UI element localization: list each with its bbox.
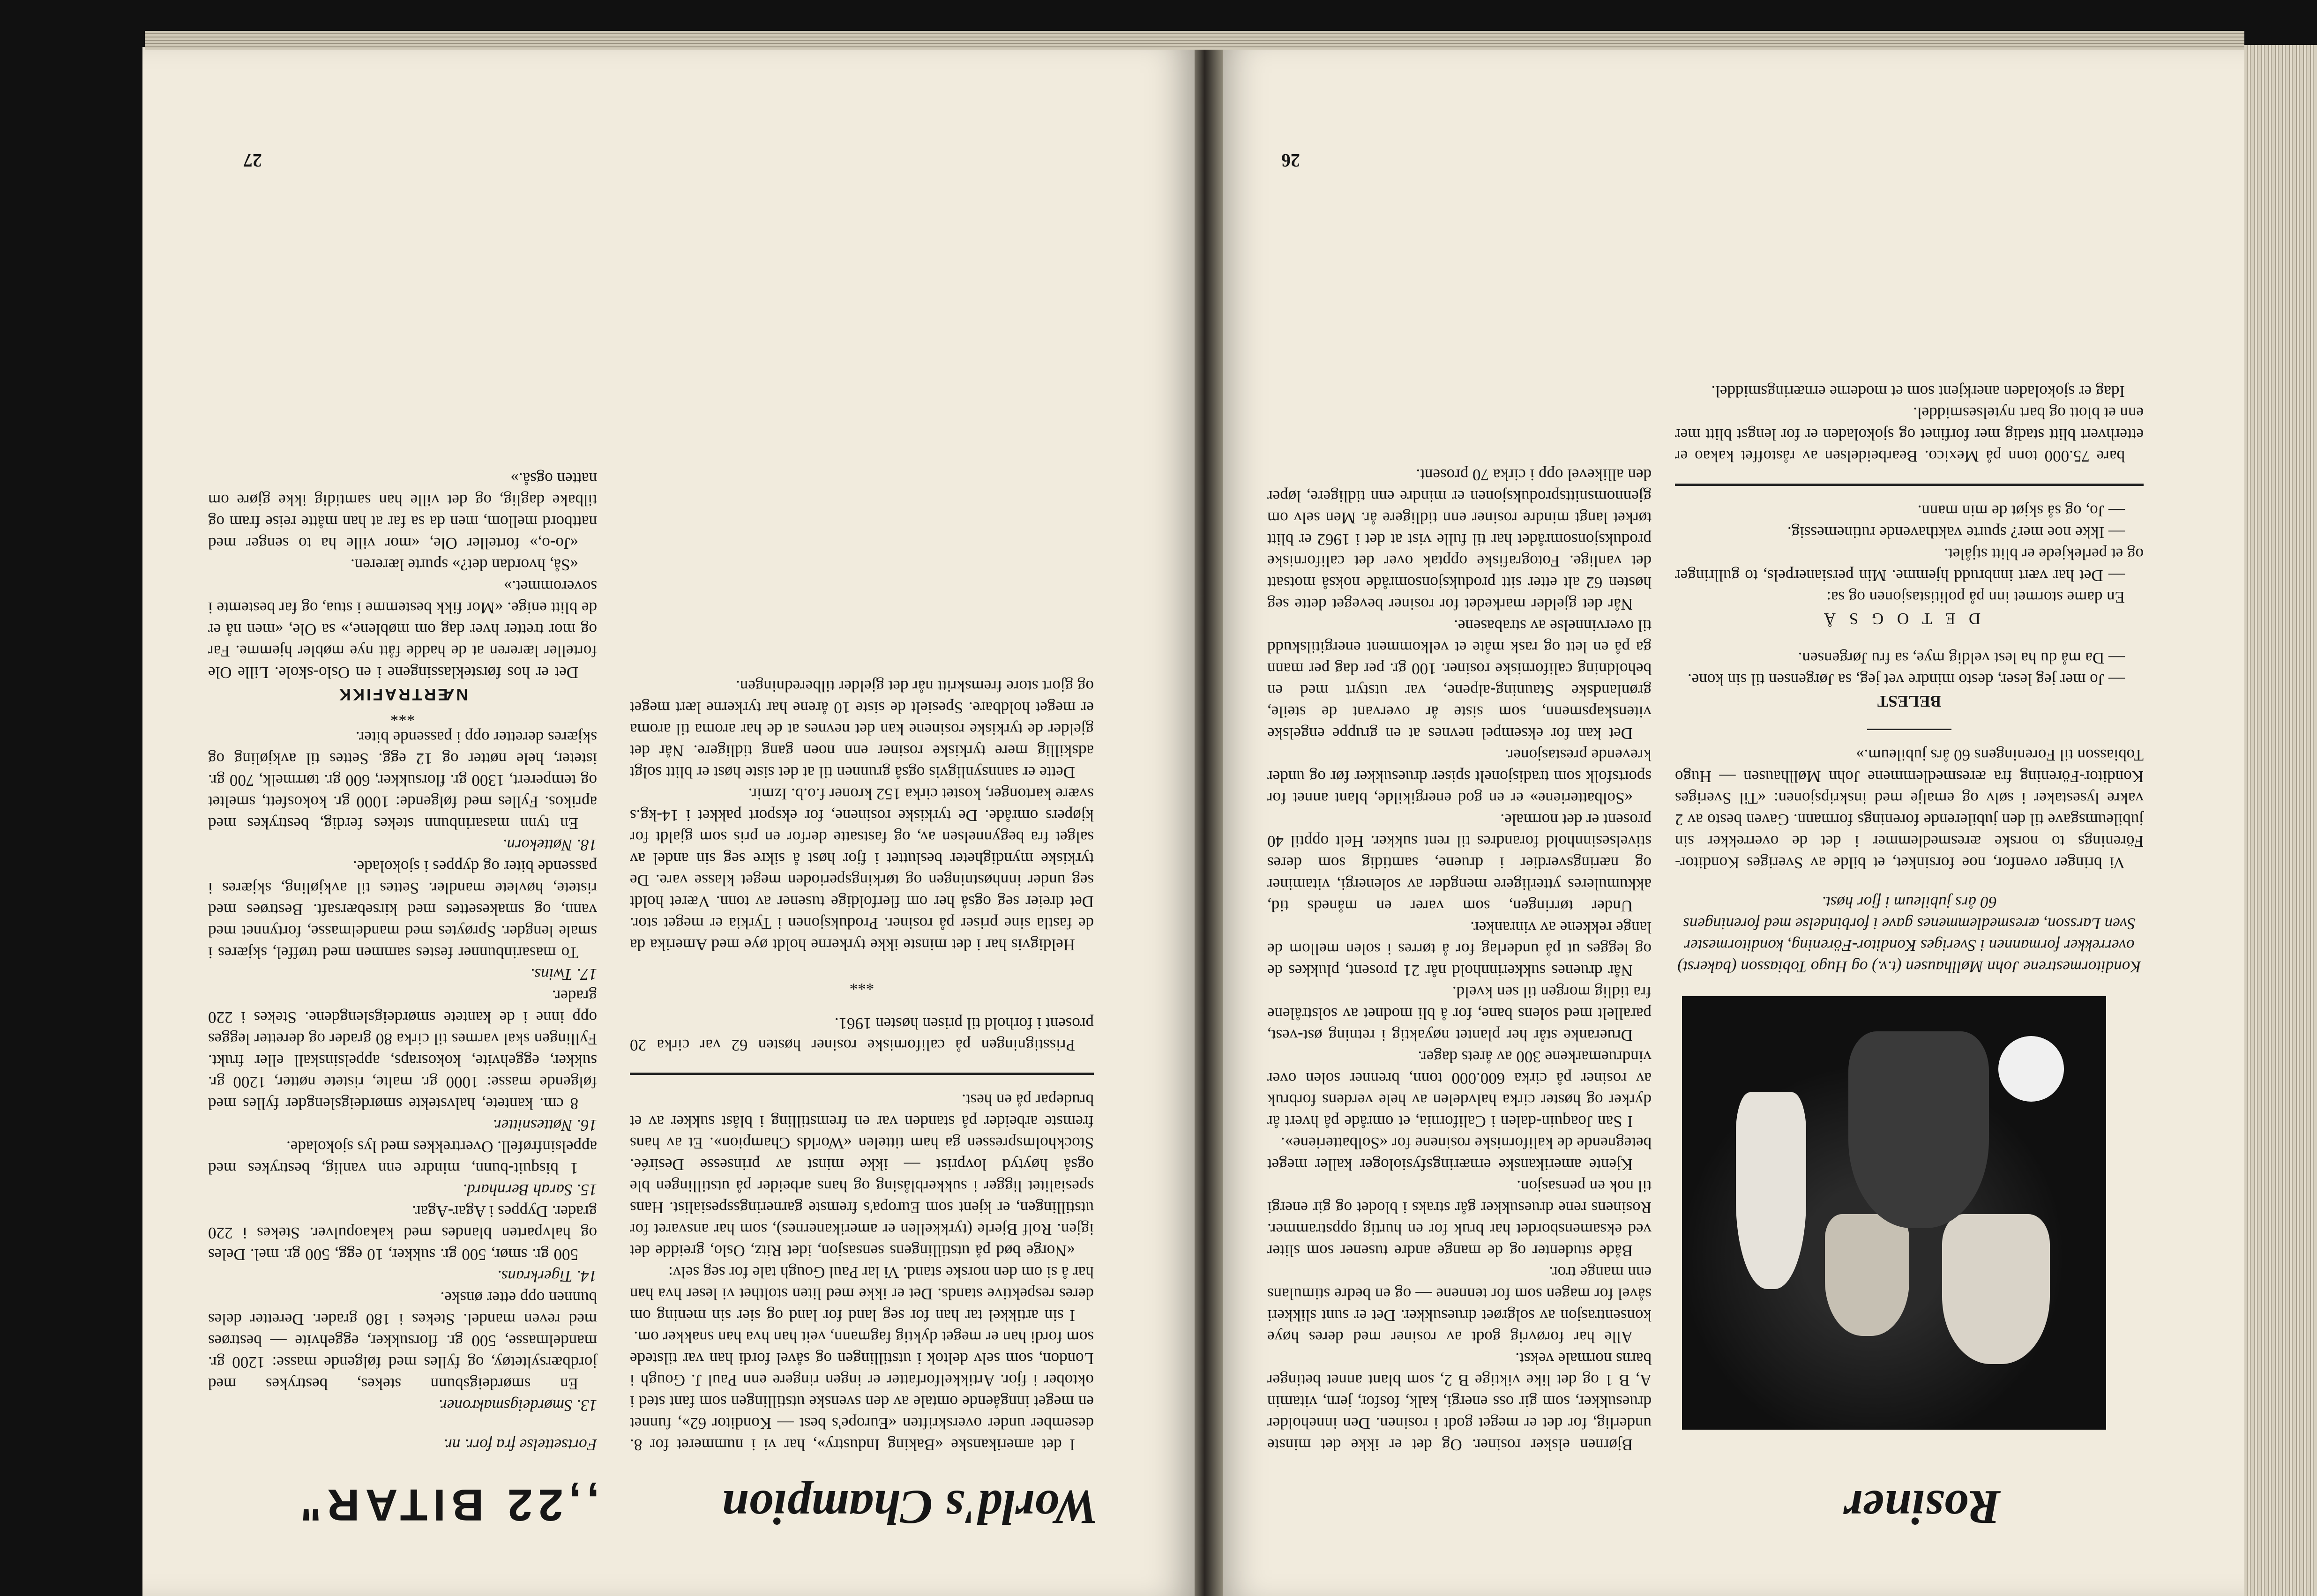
article-paragraph: Prisstigningen på californiske rosiner høsten 62 var cirka 20 prosent i forhold til prisen høsten 1961. (630, 1014, 1094, 1054)
anecdote-heading: NÆRTRAFIKK (337, 685, 468, 703)
article-paragraph: I San Joaquin-dalen i California, et område på hvert år dyrker og høster cirka halvdelen av hele verdens forbruk av rosiner på cirka 600.000 tonn, brenner solen over vindruemarkene 300 av årets dager. (1267, 1048, 1652, 1131)
section-separator: *** (849, 975, 874, 993)
continued-text: bare 75.000 tonn på Mexico. Bearbeidelsen av råstoffet kakao er etterhvert blitt stadig mer forfinet og sjokoladen er for lengst blitt mer enn et blott og bart nytelsesmiddel. (1675, 404, 2144, 465)
recipe-title: 17. Twins. (530, 965, 597, 984)
recipes-column (208, 468, 597, 1455)
page-27 (142, 47, 1195, 1596)
recipe-title: 16. Nøttesnitter. (493, 1116, 597, 1134)
anecdote-line: — Jo mer jeg leser, desto mindre vet jeg, sa Jørgensen til sin kone. (1687, 671, 2125, 689)
recipe-text: 1 bisquit-bunn, mindre enn vanlig, bestrykes med appelsinfrøfell. Overtrekkes med lys sjokolade. (208, 1138, 597, 1178)
champion-article (630, 675, 1094, 1455)
article-paragraph: Både studenter og de mange andre tusener som sliter ved eksamensbordet har bruk for en hurtig oppstrammer. Rosinens rene druesukker går straks i blodet og gir energi til nok en pensasjon. (1267, 1177, 1652, 1260)
recipe-text: 8 cm. kantete, halvstekte smørdeigslengder fylles med følgende masse: 1000 gr. malte, ristete nøtter, 1200 gr. sukker, eggehvite, kokosraps, appelsinskall eller frukt. Fyllingen skal varmes til cirka 80 grader og deretter legges opp inne i de kantete smørdeigslengdene. Stekes i 220 grader. (208, 987, 597, 1113)
article-paragraph: I det amerikanske «Baking Industry», har vi i nummeret for 8. desember under overskriften «Europe's best — Konditor 62», funnet en meget inngående omtale av den svenske utstillingen som fant sted i oktober i fjor. Artikkelforfatter er ingen ringere enn Paul J. Gough i London, som selv deltok i utstillingen og såvel fordi han var tilstede som fordi han er meget dyktig fagmann, veit han hva han snakker om. (630, 1328, 1094, 1454)
article-paragraph: Det kan for eksempel nevnes at en gruppe engelske vitenskapsmenn, som siste år overvant de steile, grønlandske Stauning-alpene, var utstyrt med en beholdning californiske rosiner. 100 gr. per dag per mann ga på en lett og rask måte et velkomment energitilskudd til overvinnelse av strabasene. (1267, 617, 1652, 743)
photo-caption-block (1675, 380, 2144, 977)
anecdote-line: — Da må du ha lest veldig mye, sa fru Jørgensen. (1798, 649, 2125, 667)
divider (1675, 484, 2144, 486)
article-paragraph: «Norge bød på utstillingens sensasjon, idet Ritz, Oslo, greidde det igjen. Rolf Bjerle (tyrkkellen er amerikanernes), som har ansvaret for utstillingen, er kjent som Europa's fremste garneringsspesialist. Hans spesialitet ligger i sukkerblåsing og hans arbeider på utstillingen ble også høytyd lovprist — ikke minst av prinsesse Desirée. Stockholmspressen ga ham tittelen «Worlds Champion». Et av hans fremste arbeider på standen var en fremstilling i blåst sukker av et brudepar på en hest. (630, 1091, 1094, 1260)
section-separator: *** (390, 707, 415, 725)
article-paragraph: Når det gjelder markedet for rosiner beveget dette seg høsten 62 alt etter sitt produksjonsområde nokså motsatt det vanlige. Fotografiske opptak over det californiske produksjonsområdet har til fulle vist at det i 1962 er blitt tørket langt mindre rosiner enn tidligere år. Men selv om gjennomsnittsproduksjonen er mindre enn tidligere, løper den allikevel opp i cirka 70 prosent. (1267, 466, 1652, 613)
page-26 (1218, 47, 2244, 1596)
anecdote-line: — Det har vært innbrudd hjemme. Min persianerpels, to gullringer og et perlekjede er blitt stjålet. (1675, 545, 2144, 585)
article-paragraph: «Solbatteriene» er en god energikilde, blant annet for sportsfolk som tradisjonelt spiser druesukker før og under krevende prestasjoner. (1267, 746, 1652, 807)
book-gutter (1190, 47, 1223, 1596)
article-title: ,,22 BITAR" (294, 1480, 599, 1530)
celebration-photo (1682, 996, 2106, 1430)
article-paragraph: Under tørringen, som varer en måneds tid, akkumuleres ytterligere mengder av solenergi, vitaminer og næringsverdier i druene, samtidig som deres stivelsesinnhold forandres til rent sukker. Helt opptil 40 prosent er det normale. (1267, 811, 1652, 915)
anecdote-line: — Jo, og så skjøt de min mann. (1917, 502, 2125, 520)
continued-note: Fortsettelse fra forr. nr. (443, 1436, 597, 1454)
recipe-title: 15. Sarah Bernhard. (463, 1181, 597, 1199)
anecdote-line: En dame stormet inn på politistasjonen og sa: (1826, 588, 2125, 606)
page-number: 26 (1281, 150, 1300, 171)
article-paragraph: I sin artikkel tar han for seg land for land og sier sin mening om deres respektive stands. Det er ikke med liten stolthet vi leser hva han har å si om den norske stand. Vi lar Paul Gough tale for seg selv: (630, 1263, 1094, 1325)
page-edge-bottom (145, 31, 2244, 50)
divider (630, 1073, 1094, 1075)
raisin-article (1267, 464, 1652, 1455)
caption-body: Vi bringer ovenfor, noe forsinket, et bilde av Sveriges Konditor-Förenings to norske æresmedlemmer i det de overrekker sin jubileumsgave til den jubilerende forenings formann. Gaven besto av 2 vakre lysestaker i sølv og emalje med inskripsjonen: «Til Sveriges Konditor-Förening fra æresmedlemmene John Møllhausen — Hugo Tobiasson til Foreningens 60 års jubileum.» (1675, 746, 2144, 872)
page-number: 27 (243, 150, 262, 171)
anecdote-heading: D E T O G S Å (1819, 610, 1981, 628)
article-paragraph: Heldigvis har i det minste ikke tyrkerne holdt øye med Amerika da de fastla sine priser på rosiner. Produksjonen i Tyrkia er meget stor. Det dreier seg også her om flerfoldige tusener av tonn. Været holdt seg under innhøstningen og tørkingsperioden meget klasse vare. De tyrkiske myndigheter besluttet i fjor høst å sikre seg sin andel av salget fra begynnelsen av, og fastsatte derfor en pris som gjaldt for kjøpers område. De tyrkiske rosinene, for eksport pakket i 14-kg.s svære kartonger, kostet cirka 152 kroner f.o.b. Izmir. (630, 785, 1094, 954)
article-paragraph: Dette er sannsynligvis også grunnen til at det siste høst er blitt solgt adskillig mere tyrkiske rosiner enn noen gang tidligere. Når det gjelder de tyrkiske rosinene kan det nevnes at de har aroma til aroma er meget holdbare. Spesielt de siste 10 årene har tyrkerne lært meget og gjort store fremskritt når det gjelder tilberedningen. (630, 677, 1094, 782)
article-paragraph: Drueranke står her plantet nøyaktig i retning øst-vest, parallelt med solens bane, for å bli modnet av solstrålene fra tidlig morgen til sen kveld. (1267, 983, 1652, 1044)
article-paragraph: Bjørnen elsker rosiner. Og det er ikke det minste underlig, for det er meget godt i rosinen. Den inneholder druesukker, som gir oss energi, kalk, fosfor, jern, vitamin A, B 1 og det like viktige B 2, som blant annet betinger barns normale vekst. (1267, 1350, 1652, 1454)
recipe-title: 13. Smørdeigsmakroner. (438, 1396, 597, 1415)
anecdote-line: — Ikke noe mer? spurte vakthavende rutinemessig. (1787, 523, 2125, 542)
anecdote-line: Det er hos førsteklassingene i en Oslo-skole. Lille Ole forteller læreren at de hadde fått nye møbler hjemme. Far og mor tretter hver dag om møblene,» sa Ole, «men nå er de blitt enige. «Mor fikk bestemme i stua, og far bestemte i soverommet.» (208, 577, 597, 682)
article-paragraph: Når druenes sukkerinnhold når 21 prosent, plukkes de og legges ut på underlag for å tørres i solen mellom de lange rekkene av vinranker. (1267, 918, 1652, 980)
recipe-title: 18. Nøttekorn. (502, 836, 597, 854)
divider (1867, 729, 1951, 730)
page-stack-edge (2242, 45, 2317, 1596)
recipe-text: To masarinbunner festes sammen med trøffel, skjæres i smale lengder. Sprøytes med mandelmasse, fortynnet med vann, og smakesettes med kirsebærsaft. Bestrøes med ristete, høvlete mandler. Settes til avkjøling, skjæres i passende biter og dyppes i sjokolade. (208, 858, 597, 962)
anecdote-heading: BELEST (1877, 692, 1942, 710)
continued-text: Idag er sjokoladen anerkjent som et moderne ernæringsmiddel. (1711, 382, 2125, 401)
recipe-title: 14. Tigerkrans. (497, 1267, 597, 1285)
photo-caption: Konditormestrene John Møllhausen (t.v.) og Hugo Tobiasson (bakerst) overrekker formannen i Sveriges Konditor-Förening, konditormester Sven Larsson, æresmedlemmenes gave i forbindelse med foreningens 60 års jubileum i fjor høst. (1677, 893, 2141, 976)
anecdote-line: «Så, hvordan det?» spurte læreren. (351, 556, 578, 574)
article-title: World's Champion (721, 1480, 1099, 1534)
recipe-text: En tynn masarinbunn stekes ferdig, bestrykes med aprikos. Fylles med følgende: 1000 gr. kokosfett, smeltet og temperert, 1300 gr. florsukker, 600 gr. tørrmelk, 700 gr. isteter, hele nøtter og 12 egg. Settes til avkjøling og skjæres deretter opp i passende biter. (208, 728, 597, 833)
recipe-text: En smørdeigsbunn stekes, bestrykes med jordbærsyltetøy, og fylles med følgende masse: 1200 gr. mandelmasse, 500 gr. florsukker, eggehvite — bestrøes med reven mandel. Stekes i 180 grader. Deretter deles bunnen opp etter ønske. (208, 1289, 597, 1393)
article-paragraph: Kjente amerikanske ernæringsfysiologer kaller meget betegnende de kaliforniske rosinene for «Solbatteriene». (1267, 1134, 1652, 1174)
article-title: Rosiner (1843, 1480, 2001, 1534)
recipe-text: 500 gr. smør, 500 gr. sukker, 10 egg, 500 gr. mel. Deles og halvparten blandes med kakaopulver. Stekes i 220 grader. Dyppes i Agar-Agar. (208, 1202, 597, 1264)
article-paragraph: Alle har forøvrig godt av rosiner med deres høye konsentrasjon av solgrøet druesukker. Det er sunt slikkeri såvel for magen som for tennene — og en bedre stimulans enn mange tror. (1267, 1263, 1652, 1346)
anecdote-line: «Jo-o,» forteller Ole, «mor ville ha to senger med nattbord mellom, men da sa far at han måtte reise fram og tilbake daglig, og det ville han samtidig ikke gjøre om natten også.» (208, 470, 597, 552)
